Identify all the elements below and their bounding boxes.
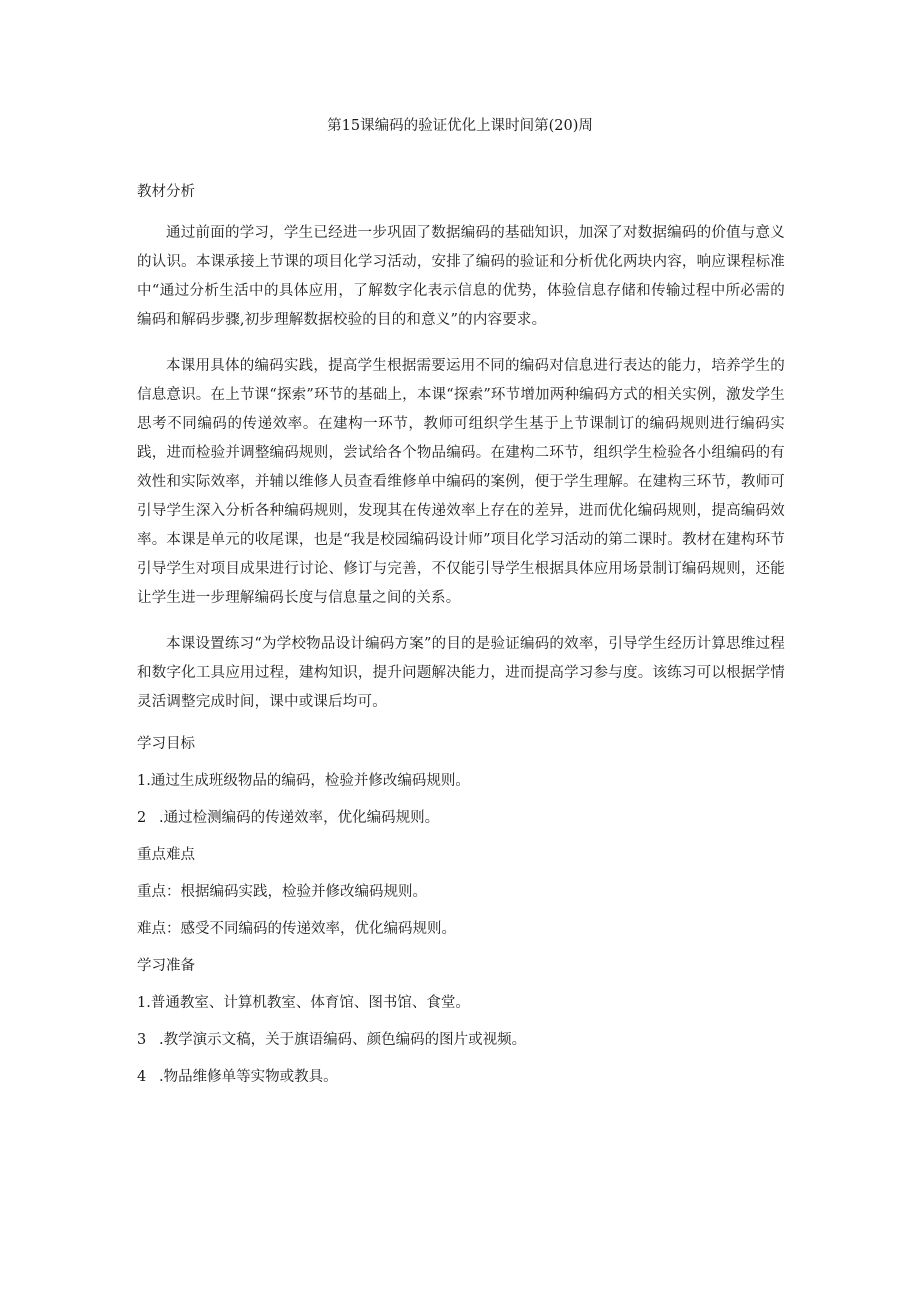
analysis-paragraph-2: 本课用具体的编码实践，提高学生根据需要运用不同的编码对信息进行表达的能力，培养学生的信息意识。在上节课“探索”环节的基础上，本课“探索”环节增加两种编码方式的相关实例，激发学生思考不同编码的传递效率。在建构一环节，教师可组织学生基于上节课制订的编码规则进行编码实践，进而检验并调整编码规则，尝试给各个物品编码。在建构二环节，组织学生检验各小组编码的有效性和实际效率，并辅以维修人员查看维修单中编码的案例，便于学生理解。在建构三环节，教师可引导学生深入分析各种编码规则，发现其在传递效率上存在的差异，进而优化编码规则，提高编码效率。本课是单元的收尾课，也是“我是校园编码设计师”项目化学习活动的第二课时。教材在建构环节引导学生对项目成果进行讨论、修订与完善，不仅能引导学生根据具体应用场景制订编码规则，还能让学生进一步理解编码长度与信息量之间的关系。 [137, 358, 785, 606]
section-heading-key-points: 重点难点 [137, 847, 195, 863]
item-text: 通过生成班级物品的编码，检验并修改编码规则。 [150, 773, 470, 789]
item-text: .通过检测编码的传递效率，优化编码规则。 [159, 810, 440, 826]
difficult-point-item: 难点：感受不同编码的传递效率，优化编码规则。 [137, 921, 456, 937]
key-point-item: 重点：根据编码实践，检验并修改编码规则。 [137, 884, 427, 900]
item-text: .教学演示文稿，关于旗语编码、颜色编码的图片或视频。 [159, 1032, 527, 1048]
section-analysis [137, 182, 785, 717]
preparation-item-3 [137, 1067, 785, 1087]
preparation-item-2 [137, 1030, 785, 1050]
section-preparation [137, 956, 785, 1087]
objective-item-1 [137, 771, 785, 791]
item-text: .物品维修单等实物或教具。 [159, 1069, 338, 1085]
item-number: 3 [137, 1032, 147, 1048]
section-key-points [137, 845, 785, 939]
section-heading-preparation: 学习准备 [137, 958, 195, 974]
analysis-paragraph-1: 通过前面的学习，学生已经进一步巩固了数据编码的基础知识，加深了对数据编码的价值与意义的认识。本课承接上节课的项目化学习活动，安排了编码的验证和分析优化两块内容，响应课程标准中“通过分析生活中的具体应用，了解数字化表示信息的优势，体验信息存储和传输过程中所必需的编码和解码步骤,初步理解数据校验的目的和意义”的内容要求。 [137, 225, 785, 328]
section-heading-objectives: 学习目标 [137, 736, 195, 752]
section-heading-analysis: 教材分析 [137, 184, 195, 200]
item-number: 1. [137, 773, 151, 789]
item-number: 4 [137, 1069, 147, 1085]
item-number: 2 [137, 810, 147, 826]
section-objectives [137, 734, 785, 828]
document-title: 第15课编码的验证优化上课时间第(20)周 [327, 118, 593, 134]
item-text: 普通教室、计算机教室、体育馆、图书馆、食堂。 [150, 995, 470, 1011]
analysis-paragraph-3: 本课设置练习“为学校物品设计编码方案”的目的是验证编码的效率，引导学生经历计算思维过程和数字化工具应用过程，建构知识，提升问题解决能力，进而提高学习参与度。该练习可以根据学情灵活调整完成时间，课中或课后均可。 [137, 636, 785, 710]
document-body [137, 182, 785, 1104]
item-number: 1. [137, 995, 151, 1011]
preparation-item-1 [137, 993, 785, 1013]
objective-item-2 [137, 808, 785, 828]
